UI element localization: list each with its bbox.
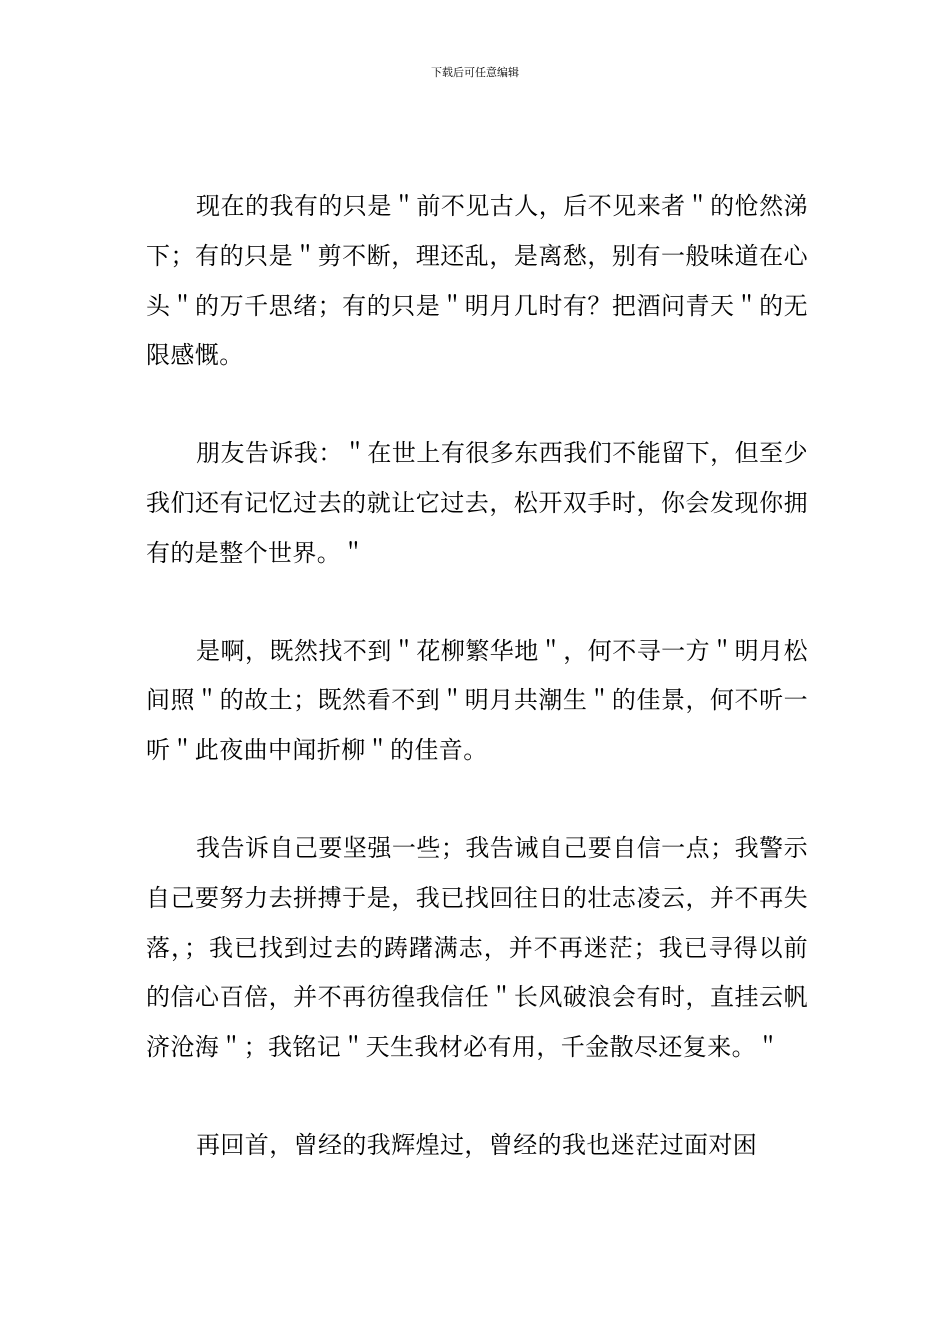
paragraph-3: 是啊，既然找不到＂花柳繁华地＂，何不寻一方＂明月松间照＂的故土；既然看不到＂明月共潮生＂的佳景，何不听一听＂此夜曲中闻折柳＂的佳音。 [146, 636, 808, 765]
paragraph-4: 我告诉自己要坚强一些；我告诫自己要自信一点；我警示自己要努力去拼搏于是，我已找回往日的壮志凌云，并不再失落，；我已找到过去的踌躇满志，并不再迷茫；我已寻得以前的信心百倍，并不再彷徨我信任＂长风破浪会有时，直挂云帆济沧海＂；我铭记＂天生我材必有用，千金散尽还复来。＂ [146, 833, 808, 1062]
paragraph-5: 再回首，曾经的我辉煌过，曾经的我也迷茫过面对困 [196, 1130, 758, 1159]
header-note: 下载后可任意编辑 [431, 66, 519, 79]
paragraph-1: 现在的我有的只是＂前不见古人，后不见来者＂的怆然涕下；有的只是＂剪不断，理还乱，是离愁，别有一般味道在心头＂的万千思绪；有的只是＂明月几时有？把酒问青天＂的无限感慨。 [146, 192, 808, 370]
document-body [146, 182, 808, 1219]
paragraph-2: 朋友告诉我：＂在世上有很多东西我们不能留下，但至少我们还有记忆过去的就让它过去，松开双手时，你会发现你拥有的是整个世界。＂ [146, 439, 808, 567]
